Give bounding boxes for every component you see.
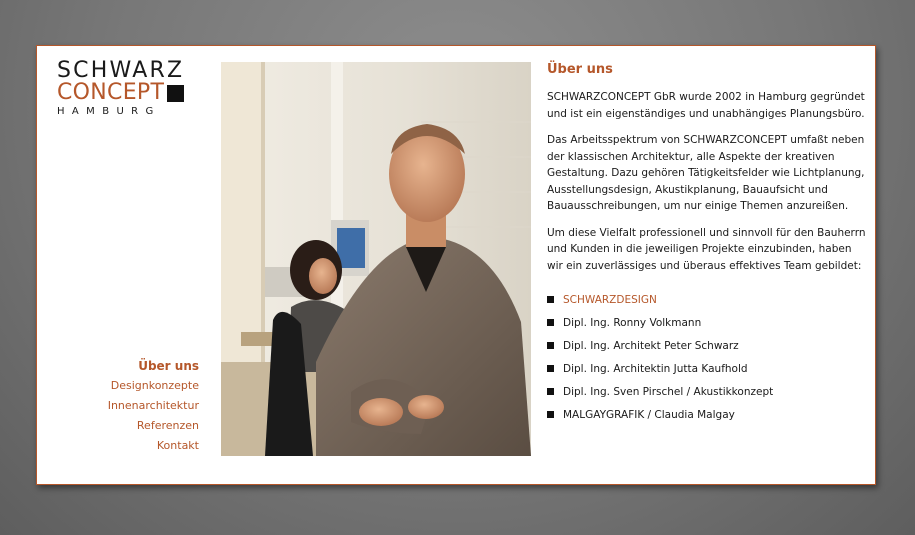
logo-line-hamburg: HAMBURG — [57, 106, 161, 117]
team-item-label: Dipl. Ing. Architektin Jutta Kaufhold — [563, 362, 748, 375]
nav-item-designkonzepte[interactable]: Designkonzepte — [110, 379, 199, 392]
team-list — [547, 288, 867, 426]
square-bullet-icon — [547, 411, 554, 418]
intro-paragraph-2: Das Arbeitsspektrum von SCHWARZCONCEPT umfaßt neben der klassischen Architektur, alle Aspekte der kreativen Gestaltung. Dazu gehören Tätigkeitsfelder wie Lichtplanung, Ausstellungsdesign, Akustikplanung, Bauaufsicht und Bauausschreibungen, um nur einige Themen anzureißen. — [547, 134, 865, 212]
logo-line-concept: CONCEPT — [57, 80, 165, 105]
team-list-item — [547, 334, 867, 357]
team-list-item-schwarzdesign[interactable] — [547, 288, 867, 311]
intro-paragraph-3: Um diese Vielfalt professionell und sinnvoll für den Bauherrn und Kunden in die jeweiligen Projekte einzubinden, haben wir ein zuverlässiges und überaus effektives Team gebildet: — [547, 226, 866, 272]
nav-item-referenzen[interactable]: Referenzen — [136, 419, 199, 432]
nav-item-innenarchitektur[interactable]: Innenarchitektur — [107, 399, 199, 412]
content-card — [36, 45, 876, 485]
logo-line-schwarz: SCHWARZ — [57, 58, 185, 83]
square-bullet-icon — [547, 388, 554, 395]
team-item-label: Dipl. Ing. Architekt Peter Schwarz — [563, 339, 739, 352]
logo-concept-row — [57, 82, 205, 104]
team-photo-illustration — [221, 62, 531, 456]
team-list-item — [547, 380, 867, 403]
square-bullet-icon — [547, 365, 554, 372]
team-list-item — [547, 357, 867, 380]
team-item-label: Dipl. Ing. Sven Pirschel / Akustikkonzept — [563, 385, 774, 398]
team-photo — [221, 62, 531, 456]
nav-item-kontakt[interactable]: Kontakt — [156, 439, 199, 452]
square-bullet-icon — [547, 296, 554, 303]
main-content — [547, 62, 867, 426]
logo[interactable] — [57, 60, 205, 117]
square-bullet-icon — [547, 319, 554, 326]
square-bullet-icon — [547, 342, 554, 349]
intro-paragraph-1: SCHWARZCONCEPT GbR wurde 2002 in Hamburg gegründet und ist ein eigenständiges und unabhängiges Planungsbüro. — [547, 91, 865, 120]
team-item-label: SCHWARZDESIGN — [563, 293, 657, 306]
page-title: Über uns — [547, 62, 613, 77]
team-list-item — [547, 311, 867, 334]
nav-item-ueber-uns[interactable]: Über uns — [138, 359, 199, 373]
team-item-label: MALGAYGRAFIK / Claudia Malgay — [563, 408, 735, 421]
main-nav — [108, 356, 199, 456]
team-item-label: Dipl. Ing. Ronny Volkmann — [563, 316, 702, 329]
logo-square-icon — [167, 85, 184, 102]
team-list-item — [547, 403, 867, 426]
